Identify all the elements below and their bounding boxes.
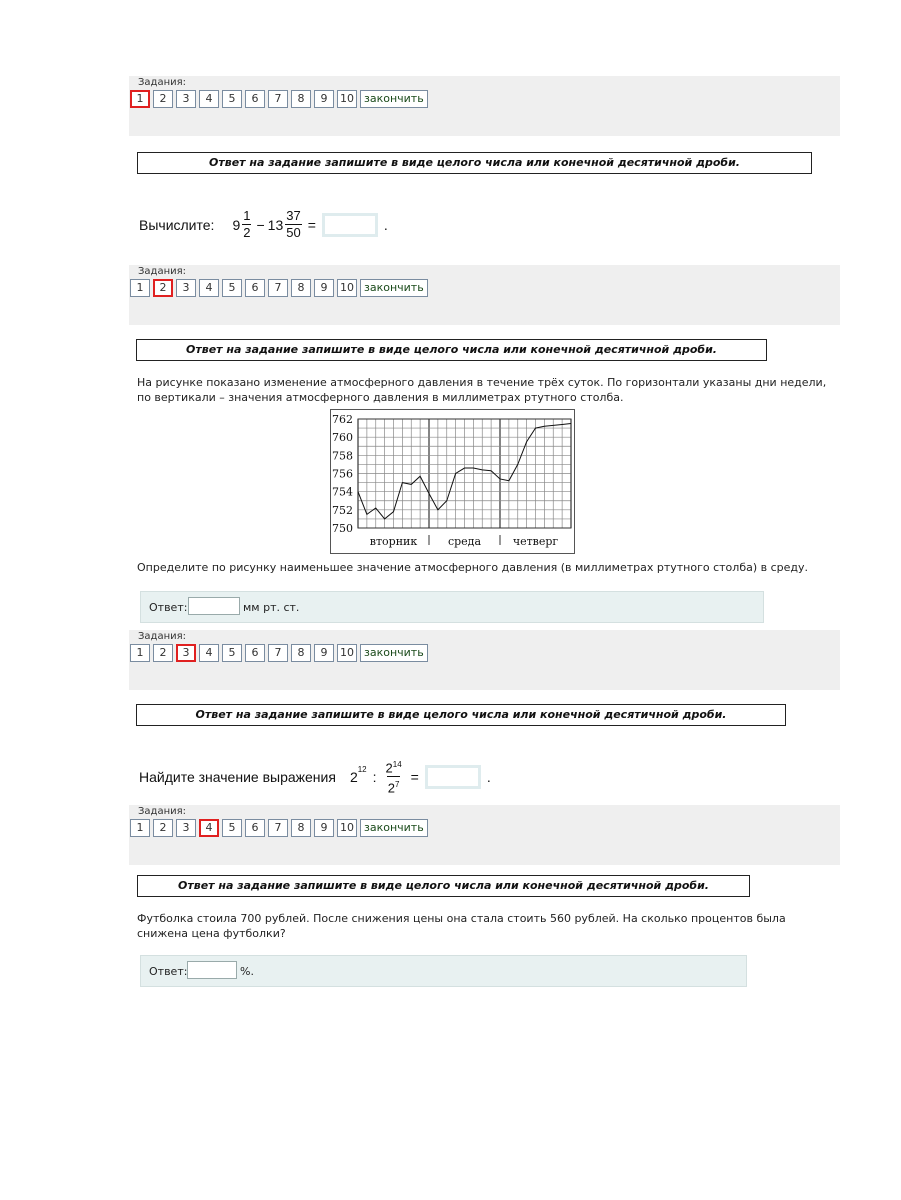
task-button-1[interactable]: 1 (130, 90, 150, 108)
task-button-8[interactable]: 8 (291, 819, 311, 837)
task-button-10[interactable]: 10 (337, 279, 357, 297)
power-exponent: 12 (357, 765, 367, 774)
task-button-9[interactable]: 9 (314, 819, 334, 837)
task-button-10[interactable]: 10 (337, 644, 357, 662)
answer-unit: мм рт. ст. (243, 601, 300, 614)
chart-grid (358, 419, 571, 528)
y-tick-label: 752 (332, 503, 353, 517)
nav-buttons (130, 90, 428, 108)
task-button-2[interactable]: 2 (153, 644, 173, 662)
instruction-box: Ответ на задание запишите в виде целого числа или конечной десятичной дроби. (137, 875, 750, 897)
period: . (486, 768, 491, 785)
finish-button[interactable]: закончить (360, 279, 428, 297)
nav-buttons (130, 819, 428, 837)
answer-input[interactable] (425, 765, 481, 789)
nav-label: Задания: (138, 631, 187, 642)
minus-sign: − (256, 216, 265, 233)
power-base: 2 (349, 768, 358, 785)
finish-button[interactable]: закончить (360, 90, 428, 108)
answer-input[interactable] (188, 597, 240, 615)
nav-buttons (130, 279, 428, 297)
task-navigation-1 (129, 76, 840, 136)
task4-text-line2: снижена цена футболки? (137, 927, 286, 940)
pressure-chart (330, 409, 575, 554)
task1-prompt: Вычислите: (139, 216, 215, 233)
whole-part: 9 (232, 216, 241, 233)
task4-text-line1: Футболка стоила 700 рублей. После снижения цены она стала стоить 560 рублей. На сколько процентов была (137, 912, 786, 925)
task-button-6[interactable]: 6 (245, 819, 265, 837)
y-tick-label: 758 (332, 449, 353, 463)
task-button-4[interactable]: 4 (199, 819, 219, 837)
task2-text-line2: по вертикали – значения атмосферного давления в миллиметрах ртутного столба. (137, 391, 624, 404)
y-tick-label: 760 (332, 431, 353, 445)
task-button-1[interactable]: 1 (130, 819, 150, 837)
y-tick-label: 754 (332, 485, 353, 499)
task-button-9[interactable]: 9 (314, 644, 334, 662)
task-button-4[interactable]: 4 (199, 644, 219, 662)
task-button-4[interactable]: 4 (199, 279, 219, 297)
task-button-10[interactable]: 10 (337, 90, 357, 108)
task-navigation-4 (129, 805, 840, 865)
task2-question: Определите по рисунку наименьшее значение атмосферного давления (в миллиметрах ртутного столба) в среду. (137, 561, 809, 574)
task-button-5[interactable]: 5 (222, 279, 242, 297)
nav-label: Задания: (138, 77, 187, 88)
nav-label: Задания: (138, 266, 187, 277)
numerator: 37 (286, 208, 301, 223)
task-button-7[interactable]: 7 (268, 90, 288, 108)
task-button-7[interactable]: 7 (268, 279, 288, 297)
task-button-6[interactable]: 6 (245, 279, 265, 297)
instruction-box: Ответ на задание запишите в виде целого числа или конечной десятичной дроби. (136, 339, 767, 361)
equals-sign: = (307, 216, 316, 233)
task-button-2[interactable]: 2 (153, 90, 173, 108)
denominator (387, 776, 401, 796)
task-button-3[interactable]: 3 (176, 644, 196, 662)
numerator-exponent: 14 (392, 760, 402, 769)
y-axis-labels (332, 413, 353, 535)
task-button-6[interactable]: 6 (245, 90, 265, 108)
fraction (242, 208, 251, 241)
task1-expression (139, 208, 388, 241)
task-button-5[interactable]: 5 (222, 90, 242, 108)
task-button-3[interactable]: 3 (176, 90, 196, 108)
task-button-9[interactable]: 9 (314, 90, 334, 108)
task-navigation-3 (129, 630, 840, 690)
denominator-exponent: 7 (394, 780, 400, 790)
task-button-3[interactable]: 3 (176, 819, 196, 837)
task-button-7[interactable]: 7 (268, 644, 288, 662)
task3-prompt: Найдите значение выражения (139, 768, 336, 785)
x-axis-labels (370, 535, 559, 548)
task-button-3[interactable]: 3 (176, 279, 196, 297)
answer-label: Ответ: (149, 965, 188, 978)
task3-expression (139, 757, 491, 797)
fraction (285, 208, 301, 241)
denominator-base: 2 (387, 780, 395, 796)
task-button-10[interactable]: 10 (337, 819, 357, 837)
task-button-4[interactable]: 4 (199, 90, 219, 108)
period: . (383, 216, 388, 233)
nav-buttons (130, 644, 428, 662)
denominator: 50 (286, 225, 301, 240)
task-button-6[interactable]: 6 (245, 644, 265, 662)
task-button-8[interactable]: 8 (291, 644, 311, 662)
task-button-8[interactable]: 8 (291, 90, 311, 108)
answer-label: Ответ: (149, 601, 188, 614)
finish-button[interactable]: закончить (360, 819, 428, 837)
fraction (385, 757, 403, 797)
task-button-8[interactable]: 8 (291, 279, 311, 297)
nav-label: Задания: (138, 806, 187, 817)
x-category-label: среда (447, 535, 482, 548)
y-tick-label: 762 (332, 413, 353, 426)
task-button-1[interactable]: 1 (130, 644, 150, 662)
task-button-2[interactable]: 2 (153, 819, 173, 837)
equals-sign: = (410, 768, 419, 785)
y-tick-label: 756 (332, 467, 353, 481)
instruction-box: Ответ на задание запишите в виде целого числа или конечной десятичной дроби. (136, 704, 786, 726)
task-button-9[interactable]: 9 (314, 279, 334, 297)
x-category-label: четверг (512, 535, 559, 548)
whole-part: 13 (267, 216, 284, 233)
instruction-box: Ответ на задание запишите в виде целого числа или конечной десятичной дроби. (137, 152, 812, 174)
colon-sign: : (372, 768, 377, 785)
denominator: 2 (243, 225, 251, 240)
answer-input[interactable] (187, 961, 237, 979)
finish-button[interactable]: закончить (360, 644, 428, 662)
task-button-5[interactable]: 5 (222, 819, 242, 837)
task-button-5[interactable]: 5 (222, 644, 242, 662)
x-category-label: вторник (369, 535, 418, 548)
y-tick-label: 750 (332, 522, 353, 535)
numerator: 1 (243, 208, 251, 223)
numerator-base: 2 (385, 760, 393, 776)
task-navigation-2 (129, 265, 840, 325)
task-button-2[interactable]: 2 (153, 279, 173, 297)
numerator (385, 757, 403, 776)
task-button-1[interactable]: 1 (130, 279, 150, 297)
task2-text-line1: На рисунке показано изменение атмосферного давления в течение трёх суток. По горизонтали указаны дни недели, (137, 376, 827, 389)
task-button-7[interactable]: 7 (268, 819, 288, 837)
answer-input[interactable] (322, 213, 378, 237)
answer-unit: %. (240, 965, 254, 978)
